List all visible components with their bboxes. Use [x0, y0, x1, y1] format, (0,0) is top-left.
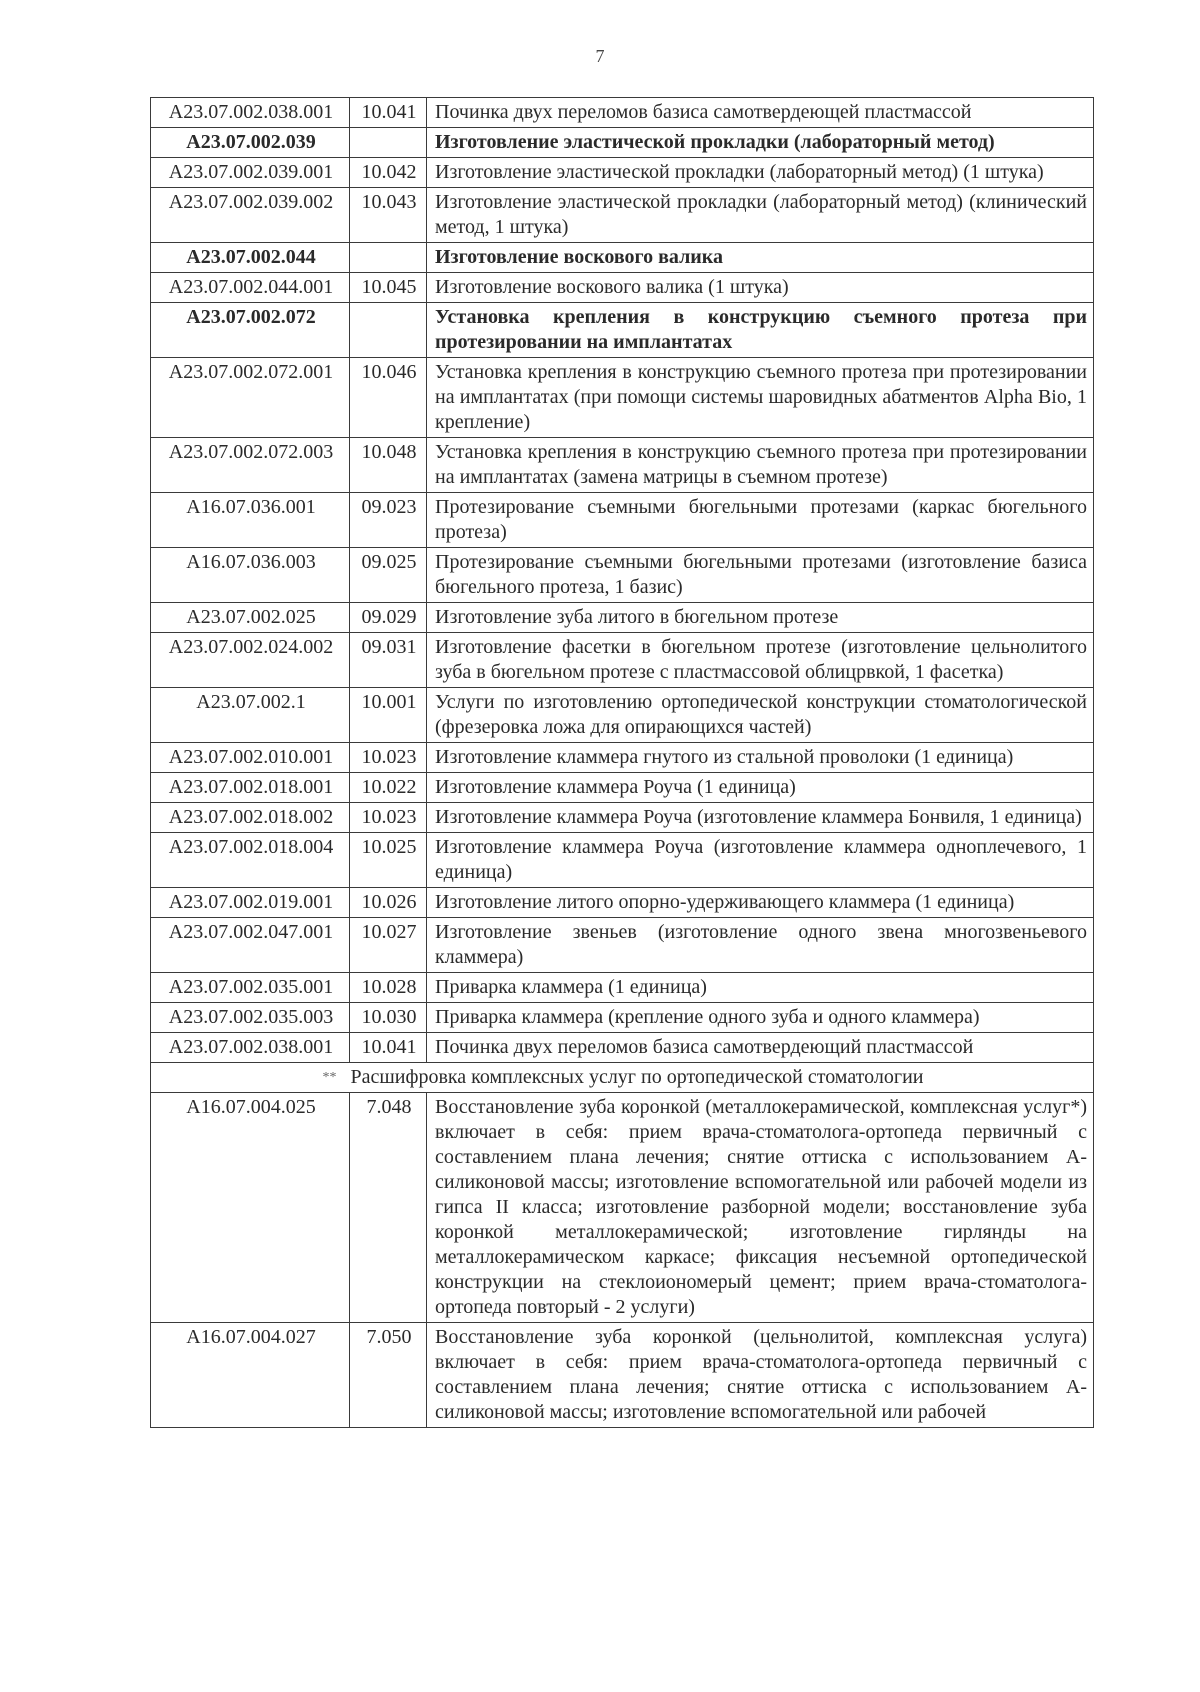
service-code-cell: А23.07.002.025: [151, 603, 350, 633]
table-row: [151, 303, 1094, 358]
service-description-cell: Изготовление воскового валика (1 штука): [427, 273, 1094, 303]
item-number-cell: 10.046: [350, 358, 427, 438]
service-code-cell: А23.07.002.018.004: [151, 833, 350, 888]
service-description-cell: Изготовление кламмера Роуча (изготовление кламмера Бонвиля, 1 единица): [427, 803, 1094, 833]
table-row: [151, 743, 1094, 773]
service-description-cell: Протезирование съемными бюгельными протезами (изготовление базиса бюгельного протеза, 1 базис): [427, 548, 1094, 603]
section-title: Расшифровка комплексных услуг по ортопедической стоматологии: [350, 1066, 924, 1088]
service-description-cell: Изготовление воскового валика: [427, 243, 1094, 273]
service-code-cell: А23.07.002.072.003: [151, 438, 350, 493]
item-number-cell: 10.023: [350, 743, 427, 773]
service-code-cell: А23.07.002.039.001: [151, 158, 350, 188]
service-code-cell: А23.07.002.010.001: [151, 743, 350, 773]
service-code-cell: А23.07.002.024.002: [151, 633, 350, 688]
item-number-cell: 10.048: [350, 438, 427, 493]
item-number-cell: 10.025: [350, 833, 427, 888]
section-marker: **: [322, 1070, 337, 1085]
section-header-cell: [151, 1063, 1094, 1093]
item-number-cell: 7.050: [350, 1323, 427, 1428]
service-code-cell: А16.07.004.027: [151, 1323, 350, 1428]
table-row: [151, 603, 1094, 633]
service-description-cell: Изготовление эластической прокладки (лабораторный метод) (1 штука): [427, 158, 1094, 188]
table-row: [151, 833, 1094, 888]
section-header-row: [151, 1063, 1094, 1093]
services-price-table: [150, 97, 1094, 1428]
table-row: [151, 1323, 1094, 1428]
service-description-cell: Восстановление зуба коронкой (металлокерамической, комплексная услуг*) включает в себя: прием врача-стоматолога-ортопеда первичный с составлением плана лечения; снятие оттиска с использованием А-силиконовой массы; изготовление вспомогательной или рабочей модели из гипса II класса; изготовление разборной модели; восстановление зуба коронкой металлокерамической; изготовление гирлянды на металлокерамическом каркасе; фиксация несъемной ортопедической конструкции на стеклоиономерый цемент; прием врача-стоматолога-ортопеда повторый - 2 услуги): [427, 1093, 1094, 1323]
item-number-cell: [350, 243, 427, 273]
table-row: [151, 918, 1094, 973]
item-number-cell: 09.023: [350, 493, 427, 548]
service-description-cell: Установка крепления в конструкцию съемного протеза при протезировании на имплантатах (при помощи системы шаровидных абатментов Alpha Bio, 1 крепление): [427, 358, 1094, 438]
service-code-cell: А23.07.002.038.001: [151, 1033, 350, 1063]
service-code-cell: А23.07.002.1: [151, 688, 350, 743]
service-description-cell: Изготовление фасетки в бюгельном протезе (изготовление цельнолитого зуба в бюгельном протезе с пластмассовой облицрвкой, 1 фасетка): [427, 633, 1094, 688]
table-row: [151, 803, 1094, 833]
table-row: [151, 633, 1094, 688]
service-description-cell: Изготовление эластической прокладки (лабораторный метод): [427, 128, 1094, 158]
table-row: [151, 773, 1094, 803]
item-number-cell: 10.045: [350, 273, 427, 303]
item-number-cell: 10.022: [350, 773, 427, 803]
item-number-cell: 10.042: [350, 158, 427, 188]
services-table-body: [151, 98, 1094, 1428]
item-number-cell: 10.001: [350, 688, 427, 743]
service-code-cell: А23.07.002.019.001: [151, 888, 350, 918]
item-number-cell: 10.027: [350, 918, 427, 973]
service-code-cell: А16.07.036.003: [151, 548, 350, 603]
table-row: [151, 438, 1094, 493]
table-row: [151, 548, 1094, 603]
table-row: [151, 888, 1094, 918]
service-description-cell: Восстановление зуба коронкой (цельнолитой, комплексная услуга) включает в себя: прием врача-стоматолога-ортопеда первичный с составлением плана лечения; снятие оттиска с использованием А-силиконовой массы; изготовление вспомогательной или рабочей: [427, 1323, 1094, 1428]
service-description-cell: Приварка кламмера (крепление одного зуба и одного кламмера): [427, 1003, 1094, 1033]
table-row: [151, 688, 1094, 743]
service-code-cell: А23.07.002.038.001: [151, 98, 350, 128]
service-code-cell: А23.07.002.044.001: [151, 273, 350, 303]
service-description-cell: Приварка кламмера (1 единица): [427, 973, 1094, 1003]
service-code-cell: А23.07.002.047.001: [151, 918, 350, 973]
item-number-cell: 09.031: [350, 633, 427, 688]
table-row: [151, 1093, 1094, 1323]
table-row: [151, 158, 1094, 188]
service-description-cell: Услуги по изготовлению ортопедической конструкции стоматологической (фрезеровка ложа для опирающихся частей): [427, 688, 1094, 743]
table-row: [151, 188, 1094, 243]
service-description-cell: Изготовление звеньев (изготовление одного звена многозвеньевого кламмера): [427, 918, 1094, 973]
service-code-cell: А23.07.002.018.002: [151, 803, 350, 833]
service-description-cell: Изготовление кламмера гнутого из стальной проволоки (1 единица): [427, 743, 1094, 773]
item-number-cell: [350, 303, 427, 358]
item-number-cell: 10.043: [350, 188, 427, 243]
item-number-cell: 7.048: [350, 1093, 427, 1323]
service-code-cell: А23.07.002.035.003: [151, 1003, 350, 1033]
service-description-cell: Установка крепления в конструкцию съемного протеза при протезировании на имплантатах: [427, 303, 1094, 358]
service-description-cell: Установка крепления в конструкцию съемного протеза при протезировании на имплантатах (замена матрицы в съемном протезе): [427, 438, 1094, 493]
table-row: [151, 98, 1094, 128]
item-number-cell: 10.041: [350, 98, 427, 128]
page-number: 7: [595, 46, 605, 66]
item-number-cell: 10.041: [350, 1033, 427, 1063]
service-code-cell: А23.07.002.072.001: [151, 358, 350, 438]
table-row: [151, 1033, 1094, 1063]
item-number-cell: 09.029: [350, 603, 427, 633]
table-row: [151, 243, 1094, 273]
service-code-cell: А23.07.002.044: [151, 243, 350, 273]
service-description-cell: Изготовление литого опорно-удерживающего кламмера (1 единица): [427, 888, 1094, 918]
service-code-cell: А23.07.002.072: [151, 303, 350, 358]
service-description-cell: Изготовление зуба литого в бюгельном протезе: [427, 603, 1094, 633]
service-description-cell: Протезирование съемными бюгельными протезами (каркас бюгельного протеза): [427, 493, 1094, 548]
table-row: [151, 128, 1094, 158]
table-row: [151, 493, 1094, 548]
service-description-cell: Изготовление кламмера Роуча (изготовление кламмера одноплечевого, 1 единица): [427, 833, 1094, 888]
service-description-cell: Починка двух переломов базиса самотвердеющий пластмассой: [427, 1033, 1094, 1063]
table-row: [151, 973, 1094, 1003]
item-number-cell: 10.028: [350, 973, 427, 1003]
service-code-cell: А16.07.004.025: [151, 1093, 350, 1323]
table-row: [151, 358, 1094, 438]
item-number-cell: 09.025: [350, 548, 427, 603]
service-code-cell: А23.07.002.035.001: [151, 973, 350, 1003]
service-description-cell: Изготовление кламмера Роуча (1 единица): [427, 773, 1094, 803]
service-description-cell: Изготовление эластической прокладки (лабораторный метод) (клинический метод, 1 штука): [427, 188, 1094, 243]
service-description-cell: Починка двух переломов базиса самотвердеющей пластмассой: [427, 98, 1094, 128]
service-code-cell: А23.07.002.039.002: [151, 188, 350, 243]
item-number-cell: [350, 128, 427, 158]
table-row: [151, 273, 1094, 303]
table-row: [151, 1003, 1094, 1033]
service-code-cell: А23.07.002.039: [151, 128, 350, 158]
item-number-cell: 10.026: [350, 888, 427, 918]
service-code-cell: А16.07.036.001: [151, 493, 350, 548]
service-code-cell: А23.07.002.018.001: [151, 773, 350, 803]
item-number-cell: 10.023: [350, 803, 427, 833]
item-number-cell: 10.030: [350, 1003, 427, 1033]
